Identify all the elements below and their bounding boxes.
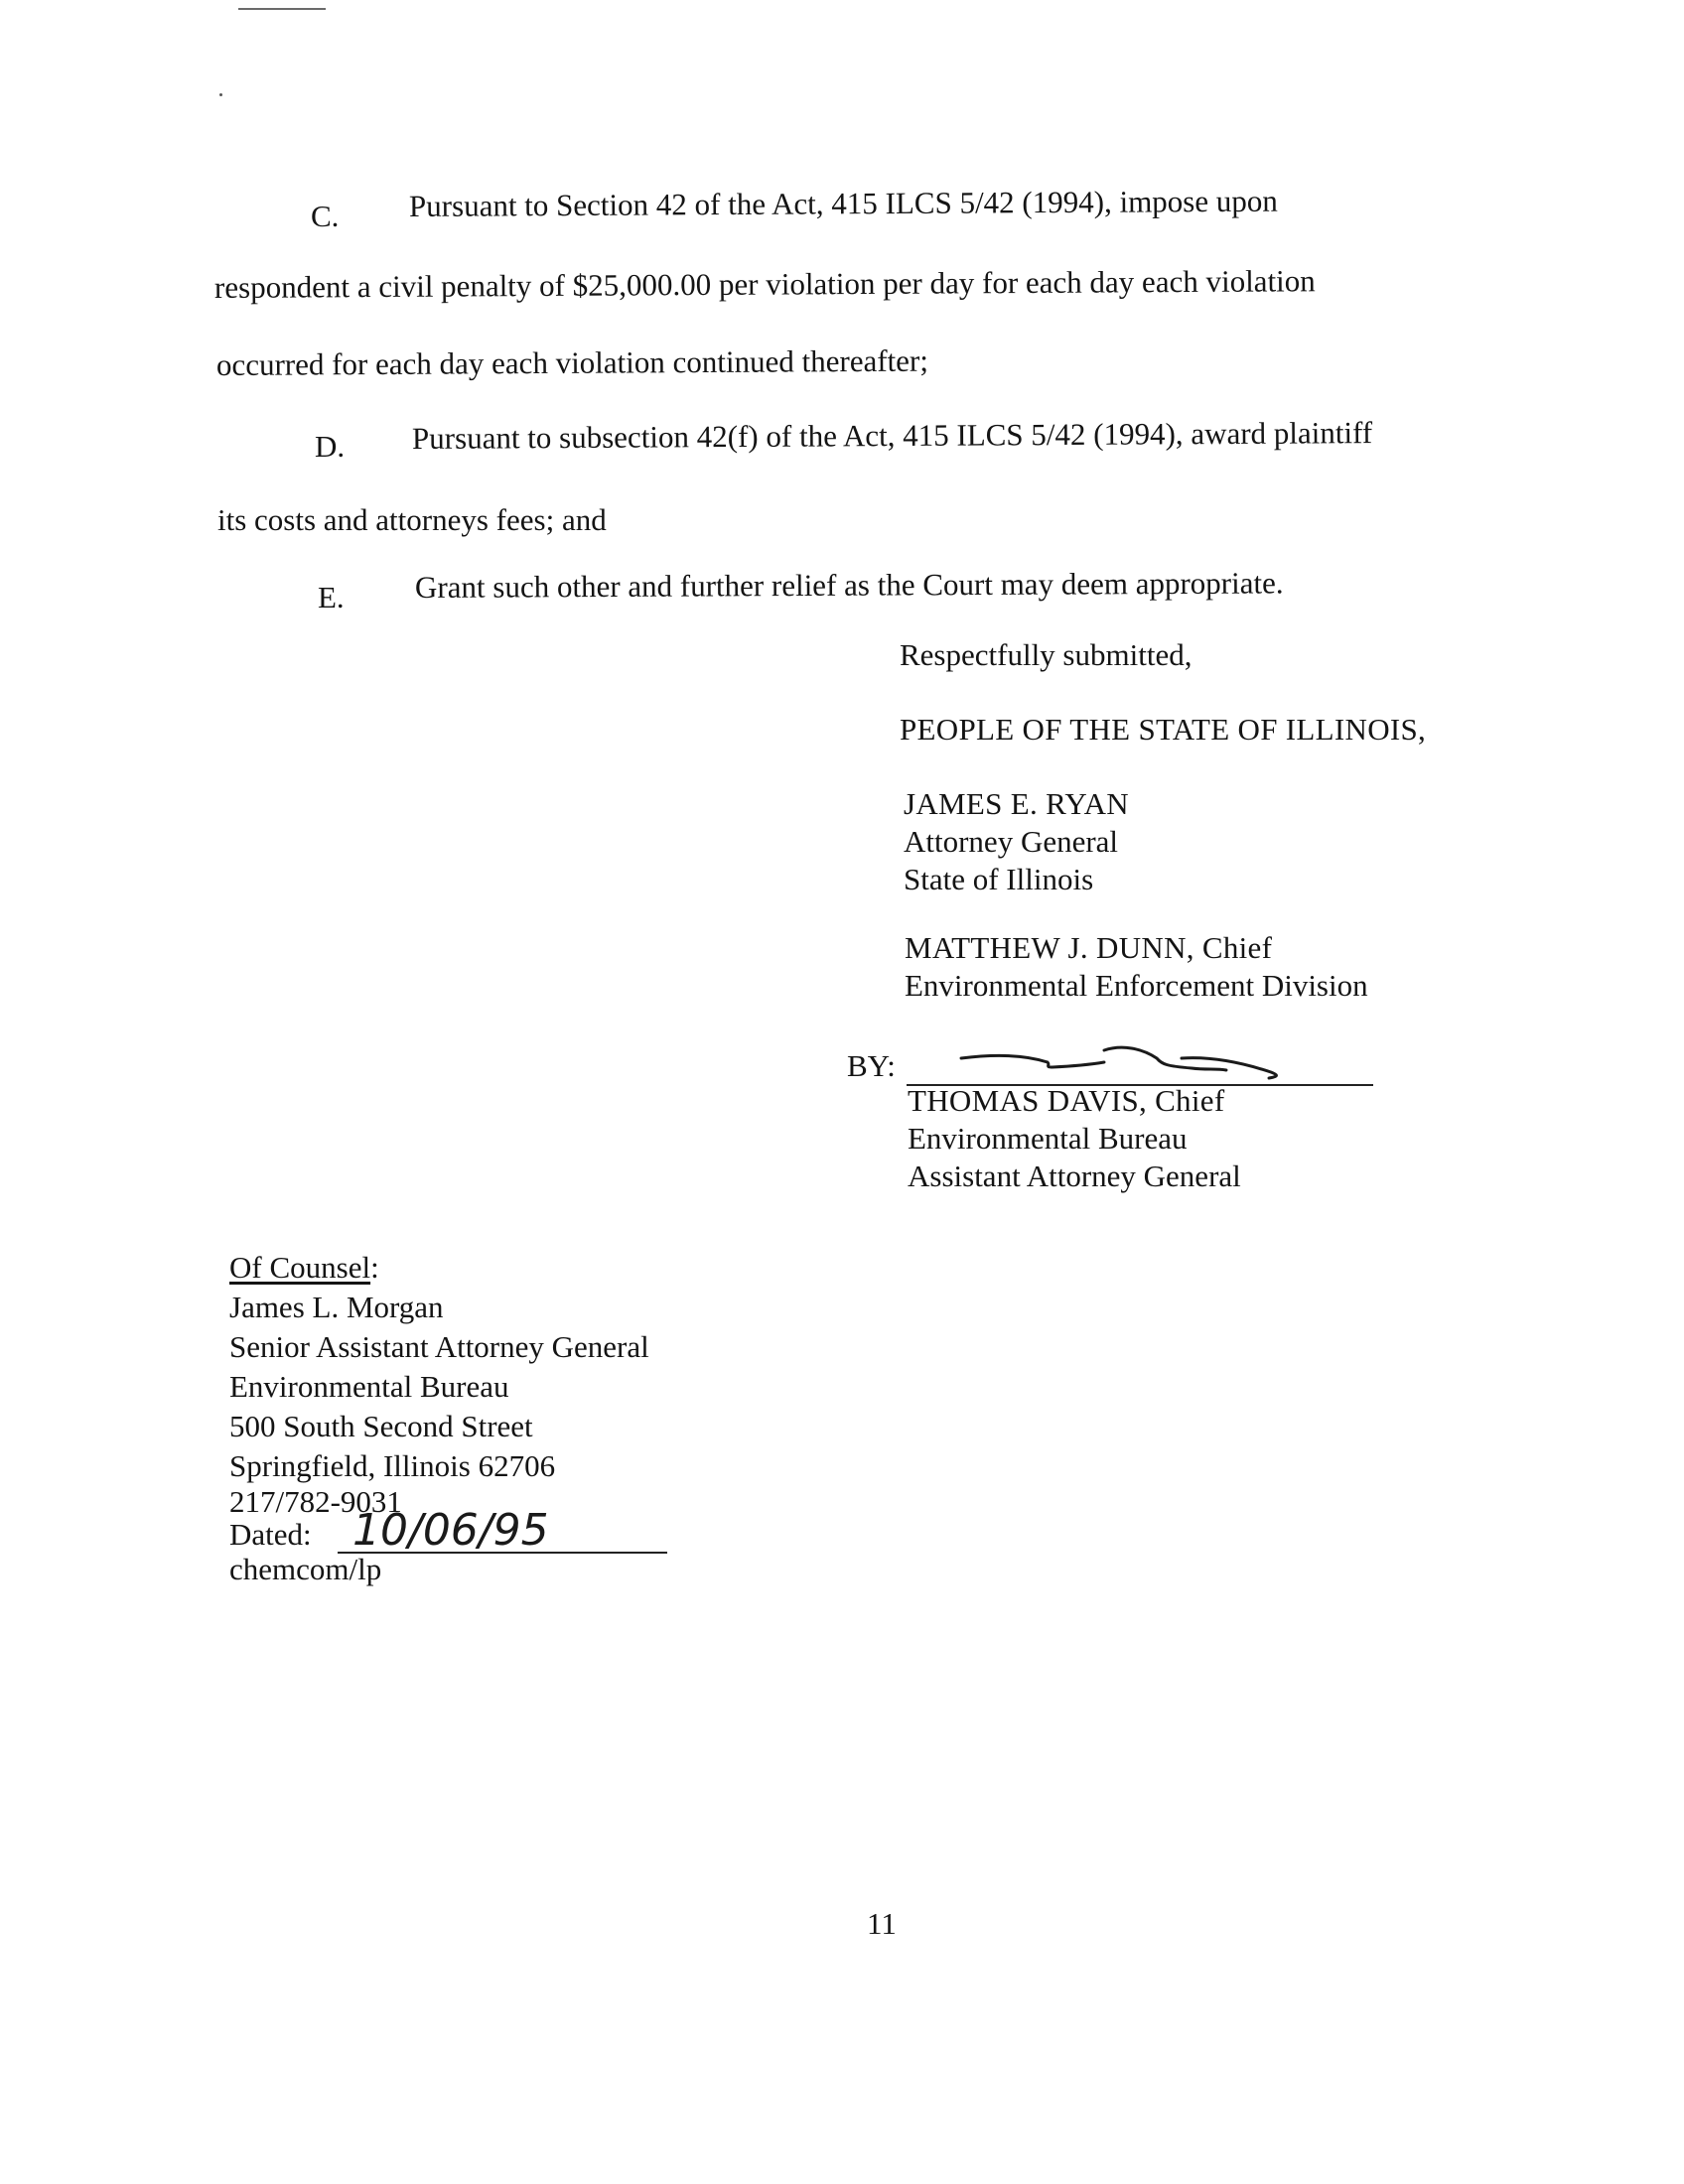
signatory-title: Assistant Attorney General <box>908 1159 1241 1193</box>
counsel-bureau: Environmental Bureau <box>229 1369 509 1404</box>
counsel-street: 500 South Second Street <box>229 1409 533 1443</box>
attorney-general-state: State of Illinois <box>904 862 1094 896</box>
paragraph-c-line-3: occurred for each day each violation continued thereafter; <box>215 342 929 382</box>
paragraph-c-letter: C. <box>311 199 340 233</box>
counsel-title: Senior Assistant Attorney General <box>229 1329 649 1364</box>
attorney-general-name: JAMES E. RYAN <box>904 786 1129 821</box>
dated-label: Dated: <box>229 1517 312 1552</box>
handwritten-date <box>352 1503 650 1555</box>
scan-artifact-line <box>238 8 326 10</box>
party-name: PEOPLE OF THE STATE OF ILLINOIS, <box>900 712 1427 747</box>
signatory-bureau: Environmental Bureau <box>908 1121 1188 1156</box>
paragraph-d-letter: D. <box>315 429 346 464</box>
paragraph-d-line-1: Pursuant to subsection 42(f) of the Act, 415 ILCS 5/42 (1994), award plaintiff <box>411 415 1373 456</box>
scan-artifact-dot <box>219 93 222 96</box>
division-chief-block <box>905 929 1368 1005</box>
attorney-general-block <box>904 785 1129 898</box>
counsel-heading-colon: : <box>370 1250 379 1285</box>
reference-code: chemcom/lp <box>229 1552 382 1586</box>
paragraph-d-line-2: its costs and attorneys fees; and <box>217 502 607 537</box>
counsel-city: Springfield, Illinois 62706 <box>229 1448 556 1483</box>
page-number: 11 <box>867 1906 897 1941</box>
counsel-phone: 217/782-9031 <box>229 1484 402 1519</box>
counsel-heading-text: Of Counsel <box>229 1250 371 1285</box>
counsel-name: James L. Morgan <box>229 1290 444 1324</box>
paragraph-e-letter: E. <box>318 580 345 614</box>
paragraph-e-line-1: Grant such other and further relief as the Court may deem appropriate. <box>414 565 1284 605</box>
by-label: BY: <box>847 1048 896 1083</box>
signatory-name: THOMAS DAVIS, Chief <box>908 1083 1225 1118</box>
division-chief-name: MATTHEW J. DUNN, Chief <box>905 930 1273 965</box>
division-name: Environmental Enforcement Division <box>905 968 1368 1003</box>
paragraph-c-line-1: Pursuant to Section 42 of the Act, 415 ILCS 5/42 (1994), impose upon <box>408 183 1278 223</box>
attorney-general-title: Attorney General <box>904 824 1119 859</box>
closing-text: Respectfully submitted, <box>900 637 1193 672</box>
paragraph-c-line-2: respondent a civil penalty of $25,000.00 per violation per day for each day each violation <box>213 263 1316 305</box>
counsel-heading <box>229 1248 649 1288</box>
signatory-block <box>908 1082 1241 1195</box>
handwritten-date-text: 10/06/95 <box>352 1505 549 1555</box>
